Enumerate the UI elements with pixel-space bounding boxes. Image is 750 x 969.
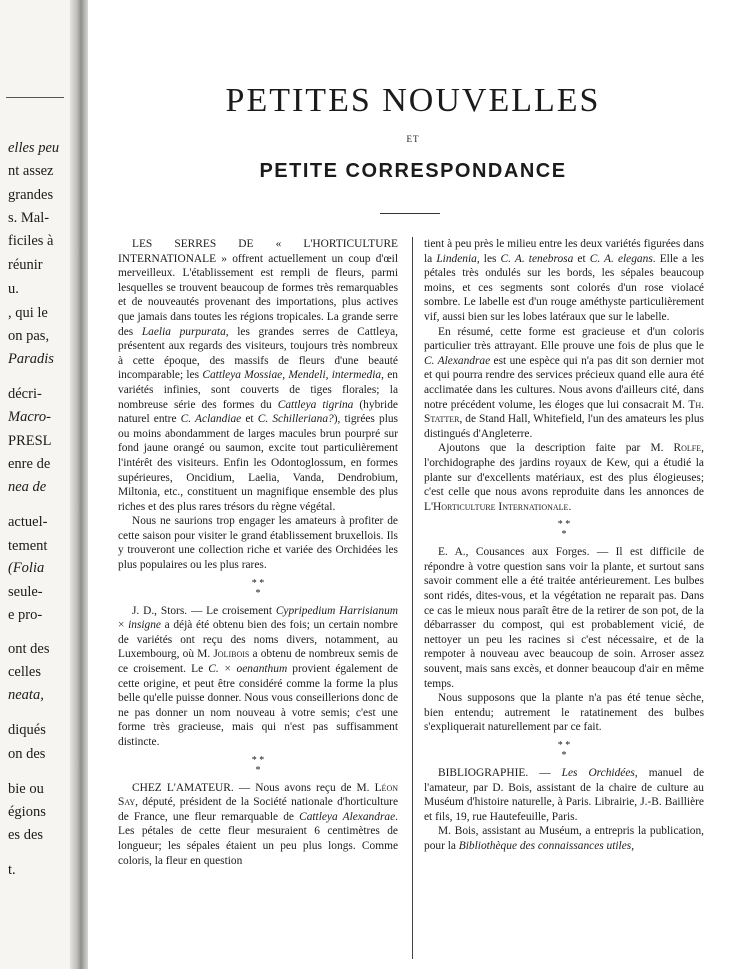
paragraph-forges: E. A., Cousances aux Forges. — Il est difficile de répondre à votre question sans voir la plante, et surtout sans savoir comment elle a été traitée antérieurement. Les bulbes sont ridés, dites-vous, et la végétation ne reparait pas. Dans ce cas le mieux nous paraît être de la retirer de son pot, de la débarrasser du compost, qui est probablement vicié, de nettoyer un peu les racines si c'est nécessaire, et de la rempoter à nouveau avec beaucoup de soin. Arroser assez souvent, mais sans excès, et donner beaucoup d'air en même temps. [424,546,704,690]
facing-page-line: ont des [8,641,50,657]
facing-page-line: , qui le [8,305,48,321]
facing-page-line: Macro- [8,409,51,425]
facing-page-line: ficiles à [8,233,54,249]
section-separator: * * * [251,754,265,776]
facing-page-line: enre de [8,456,51,472]
facing-page-line: es des [8,827,44,843]
right-column [424,237,704,854]
facing-page-line: s. Mal- [8,210,50,226]
title-conjunction: ET [406,134,420,144]
facing-page-line: PRESL [8,433,52,449]
paragraph-resume: En résumé, cette forme est gracieuse et d'un coloris particulier très attrayant. Elle prouve une fois de plus que le C. Alexandrae est une espèce qui n'a pas dit son dernier mot et qui pourra rendre des services précieux quand elle aura été acclimatée dans les cultures. Nous avons d'ailleurs cité, dans notre précédent volume, les éloges que lui consacrait M. Th. Statter, de Stand Hall, Whitefield, l'un des amateurs les plus distingués d'Angleterre. [424,325,705,440]
facing-page-rule [6,97,64,98]
left-column [118,237,398,868]
section-separator: * * * [557,519,571,541]
paragraph-serres: LES SERRES DE « L'HORTICULTURE INTERNATIONALE » offrent actuellement un coup d'œil merveilleux. L'établissement est rempli de fleurs, parmi lesquelles se trouvent beaucoup de formes très remarquables et de nouveautés provenant des importations, plus actives que jamais dans toutes les régions tropicales. La grande serre des Laelia purpurata, les grandes serres de Cattleya, présentent aux regards des visiteurs, toujours très nombreux à cette époque, des massifs de fleurs d'une beauté incomparable; les Cattleya Mossiae, Mendeli, intermedia, en variétés infinies, sont couverts de tiges florales; la nombreuse série des formes du Cattleya tigrina (hybride naturel entre C. Aclandiae et C. Schilleriana?), tigrées plus ou moins abondamment de larges macules brun pourpré sur fond jaune orangé ou saumon, excite tout particulièrement l'intérêt des visiteurs. Enfin les Odontoglossum, en formes supérieures, Oncidium, Laelia, Vanda, Dendrobium, Miltonia, etc., constituent un magnifique ensemble des plus riches et des plus rares trésors du règne végétal. [118,238,399,513]
facing-page-line: décri- [8,386,42,402]
column-divider [412,237,413,959]
paragraph-stors: J. D., Stors. — Le croisement Cypripedium Harrisianum × insigne a déjà été obtenu bien des fois; un certain nombre de variétés ont reçu des noms divers, notamment, au Luxembourg, où M. Jolibois a obtenu de nombreux semis de ce croisement. Le C. × oenanthum provient également de cette origine, et peut être considéré comme la forme la plus belle qu'elle puisse donner. Nous vous conseillerions donc de ne pas donner un nom nouveau à votre semis; c'est une forme très gracieuse, mais qui n'est pas suffisamment distincte. [118,604,399,748]
section-separator: * * * [557,740,571,761]
facing-page-line: tement [8,538,48,554]
facing-page-line: bie ou [8,781,44,797]
facing-page-line: nt assez [8,163,54,179]
facing-page-line: nea de [8,479,47,495]
facing-page-line: e pro- [8,607,43,623]
section-separator: * * * [251,577,265,599]
facing-page-line: on des [8,746,46,762]
paragraph-amateur: CHEZ L'AMATEUR. — Nous avons reçu de M. Léon Say, député, président de la Société nationale d'horticulture de France, une fleur remarquable de Cattleya Alexandrae. Les pétales de cette fleur mesuraient 6 centimètres de longueur; les sépales étaient un peu plus longs. Comme coloris, la fleur en question [118,781,398,867]
page-subtitle: PETITE CORRESPONDANCE [259,160,567,182]
facing-page-line: u. [8,281,19,297]
facing-page-line: seule- [8,584,43,600]
facing-page-line: actuel- [8,514,48,530]
facing-page-line: Paradis [8,351,54,367]
title-divider [380,213,440,214]
facing-page-line: égions [8,804,46,820]
paragraph-supposons: Nous supposons que la plante n'a pas été tenue sèche, bien entendu; autrement le ratatinement des bulbes s'expliquerait naturellement par ce fait. [424,692,704,734]
page [88,0,750,969]
facing-page-line: on pas, [8,328,50,344]
facing-page-line: réunir [8,257,43,273]
facing-page [0,0,72,969]
facing-page-line: t. [8,862,16,878]
facing-page-line: elles peu [8,140,60,156]
book-gutter [70,0,88,969]
facing-page-line: neata, [8,687,44,703]
paragraph-bois: M. Bois, assistant au Muséum, a entrepris la publication, pour la Bibliothèque des connaissances utiles, [424,825,704,852]
facing-page-line: (Folia [8,560,45,576]
paragraph-rolfe: Ajoutons que la description faite par M. Rolfe, l'orchidographe des jardins royaux de Kew, qui a étudié la plante sur d'excellents matériaux, est des plus élogieuses; c'est celle que nous avons reproduite dans les annonces de L'Horticulture Internationale. [424,442,704,513]
paragraph-bibliographie: BIBLIOGRAPHIE. — Les Orchidées, manuel de l'amateur, par D. Bois, assistant de la chaire de culture au Muséum d'histoire naturelle, à Paris. Librairie, J.-B. Baillière et fils, 19, rue Hautefeuille, Paris. [424,767,705,823]
paragraph-amateur-cont: tient à peu près le milieu entre les deux variétés figurées dans la Lindenia, les C. A. tenebrosa et C. A. elegans. Elle a les pétales très ondulés sur les bords, les sépales beaucoup moins, et ces segments sont colorés d'un rose violacé sombre. Le labelle est d'un rouge améthyste particulièrement vif, aussi bien sur les lobes latéraux que sur le labelle. [424,238,704,323]
facing-page-line: celles [8,664,42,680]
paragraph-visite: Nous ne saurions trop engager les amateurs à profiter de cette saison pour visiter le grand établissement bruxellois. Ils y trouveront une collection riche et variée des Orchidées les plus populaires ou les plus rares. [118,515,398,572]
facing-page-line: grandes [8,187,54,203]
facing-page-line: diqués [8,722,46,738]
page-title: PETITES NOUVELLES [225,82,601,119]
